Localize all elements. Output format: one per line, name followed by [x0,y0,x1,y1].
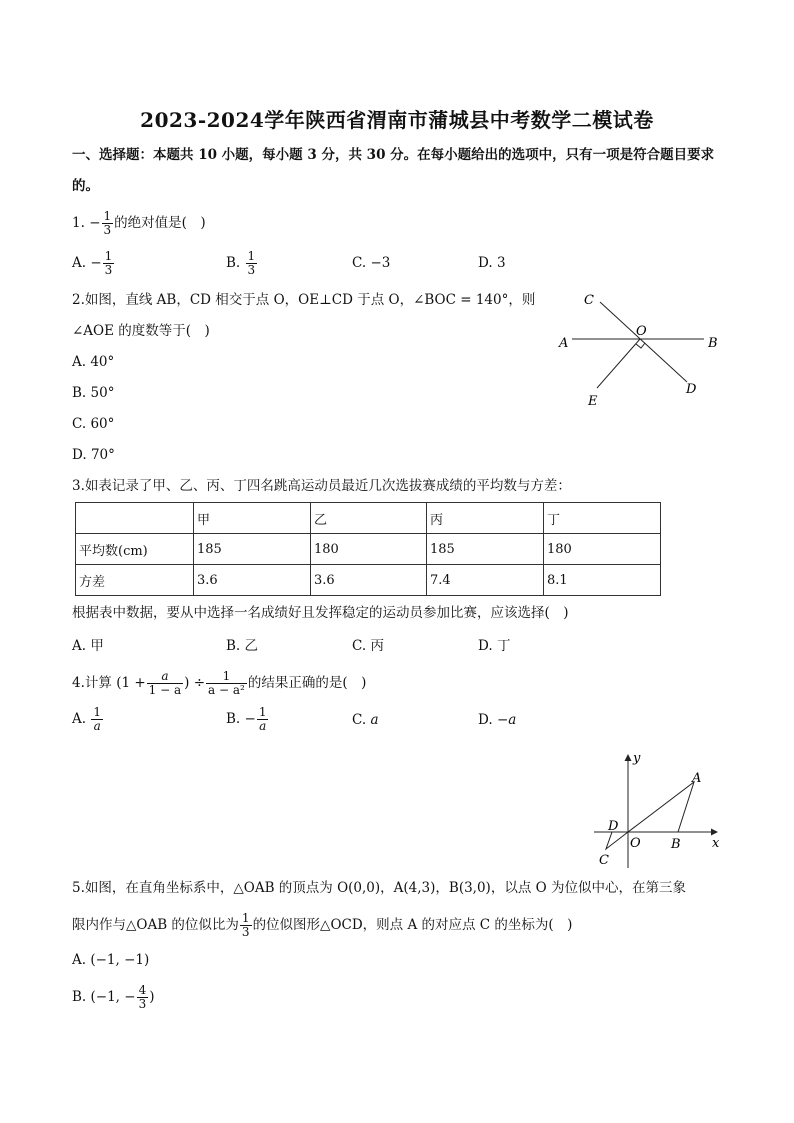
question-5-line2 [72,912,572,939]
table-cell: 乙 [311,503,427,534]
option-label: D. [478,638,493,654]
section-heading-line1: 一、选择题：本题共 10 小题，每小题 3 分，共 30 分。在每小题给出的选项中，只有一项是符合题目要求 [72,147,715,163]
option-text: 乙 [244,638,259,654]
table-cell: 方差 [76,565,194,596]
denominator: 3 [247,263,256,277]
fraction [147,670,183,697]
table-row [76,534,661,565]
question-number: 4.计算 [72,675,112,691]
option-text: (−1, −1) [90,952,150,968]
option-text: ) [149,989,155,1005]
fraction [137,984,149,1011]
option-d[interactable] [478,712,516,728]
option-b[interactable] [72,984,155,1011]
option-label: C. [72,416,87,432]
label-x: x [712,836,720,851]
option-a[interactable] [72,352,114,372]
triangle-oab [628,782,694,832]
table-cell: 180 [544,534,661,565]
option-c[interactable] [352,255,390,271]
expression-part: (1 + [116,675,146,691]
option-b[interactable] [226,634,258,654]
option-label: C. [352,712,367,728]
option-a[interactable] [72,634,104,654]
option-text: 60° [90,416,115,432]
denominator: 3 [104,263,113,277]
option-text: 50° [90,385,115,401]
table-cell: 185 [194,534,311,565]
line-oe [597,339,640,388]
label-d: D [686,382,697,397]
denominator: 1 − a [148,683,182,697]
label-e: E [588,394,598,409]
denominator: 3 [138,997,147,1011]
numerator: 1 [258,705,267,719]
table-header-row [76,503,661,534]
question-stem: 的位似图形△OCD，则点 A 的对应点 C 的坐标为( ) [252,917,573,933]
option-text: −a [496,712,517,728]
table-cell [76,503,194,534]
option-label: A. [72,638,87,654]
question-5-figure [594,748,730,872]
option-text: 70° [90,447,115,463]
fraction [102,210,114,237]
option-c[interactable] [352,712,379,728]
table-cell: 8.1 [544,565,661,596]
minus-sign: − [244,711,256,727]
numerator: 1 [103,209,112,223]
table-row [76,565,661,596]
label-a: A [559,336,569,351]
option-text: −3 [370,255,391,271]
table-cell: 3.6 [194,565,311,596]
question-number: 1. [72,215,85,231]
option-text: a [370,712,379,728]
option-label: B. [226,255,241,271]
option-text: 丙 [370,638,384,654]
option-text: 丁 [496,638,511,654]
question-4 [72,670,366,697]
right-angle-mark [636,343,645,348]
option-label: D. [478,255,493,271]
question-2-line1: 2.如图，直线 AB，CD 相交于点 O，OE⊥CD 于点 O，∠BOC = 140°，则 [72,292,536,308]
expression-part: ) ÷ [184,675,206,691]
denominator: 3 [103,223,112,237]
option-label: B. [72,989,87,1005]
denominator: a [259,719,267,733]
fraction [246,250,258,277]
option-text: 40° [90,354,115,370]
option-label: D. [72,447,87,463]
option-label: B. [72,385,87,401]
numerator: 1 [93,705,101,719]
label-o: O [630,836,641,851]
numerator: 1 [104,249,113,263]
fraction [257,706,269,733]
option-label: B. [226,711,241,727]
question-stem: 的结果正确的是( ) [247,675,367,691]
question-3-stem: 3.如表记录了甲、乙、丙、丁四名跳高运动员最近几次选拔赛成绩的平均数与方差： [72,478,571,494]
page-title: 2023-2024学年陕西省渭南市蒲城县中考数学二模试卷 [140,108,654,132]
question-2-figure [552,288,732,413]
option-label: B. [226,638,241,654]
option-label: A. [72,255,87,271]
label-a: A [692,771,702,786]
option-b[interactable] [226,250,258,277]
denominator: a − a² [208,683,245,697]
score-table [75,502,661,596]
option-b[interactable] [72,383,114,403]
numerator: 1 [247,249,256,263]
option-a[interactable] [72,706,104,733]
label-d: D [608,819,619,834]
fraction [91,706,103,733]
option-c[interactable] [352,634,384,654]
question-3-after: 根据表中数据，要从中选择一名成绩好且发挥稳定的运动员参加比赛，应该选择( ) [72,605,569,621]
option-label: A. [72,354,87,370]
option-text: 3 [496,255,506,271]
option-text: 甲 [90,638,104,654]
table-cell: 甲 [194,503,311,534]
section-heading-line2: 的。 [72,178,99,194]
fraction [206,670,247,697]
label-b: B [708,336,718,351]
label-o: O [636,324,647,339]
table-cell: 丁 [544,503,661,534]
option-a[interactable] [72,950,149,970]
question-stem: 限内作与△OAB 的位似比为 [72,917,239,933]
fraction [103,250,115,277]
option-label: C. [352,638,367,654]
table-cell: 平均数(cm) [76,534,194,565]
numerator: 1 [241,911,250,925]
minus-sign: − [89,215,101,231]
question-5-line1: 5.如图，在直角坐标系中，△OAB 的顶点为 O(0,0)，A(4,3)，B(3,0)，以点 O 为位似中心，在第三象 [72,880,686,896]
numerator: 1 [206,670,247,684]
option-d[interactable] [72,445,115,465]
option-text: (−1, − [90,989,136,1005]
question-2-line2: ∠AOE 的度数等于( ) [72,323,210,339]
numerator: 4 [138,983,147,997]
table-cell: 7.4 [427,565,544,596]
question-stem: 的绝对值是( ) [114,215,206,231]
table-cell: 丙 [427,503,544,534]
question-1 [72,210,206,237]
table-cell: 180 [311,534,427,565]
table-cell: 185 [427,534,544,565]
minus-sign: − [90,255,102,271]
label-y: y [633,751,641,766]
option-label: A. [72,952,87,968]
label-b: B [671,837,681,852]
option-b[interactable] [226,706,269,733]
option-label: C. [352,255,367,271]
option-label: A. [72,711,87,727]
option-c[interactable] [72,414,114,434]
numerator: a [147,670,183,684]
label-c: C [599,853,609,868]
denominator: a [93,719,101,733]
denominator: 3 [241,925,250,939]
option-a[interactable] [72,250,115,277]
triangle-ocd [606,832,628,849]
option-d[interactable] [478,634,510,654]
table-cell: 3.6 [311,565,427,596]
option-label: D. [478,712,493,728]
fraction [240,912,252,939]
label-c: C [584,293,594,308]
option-d[interactable] [478,255,506,271]
